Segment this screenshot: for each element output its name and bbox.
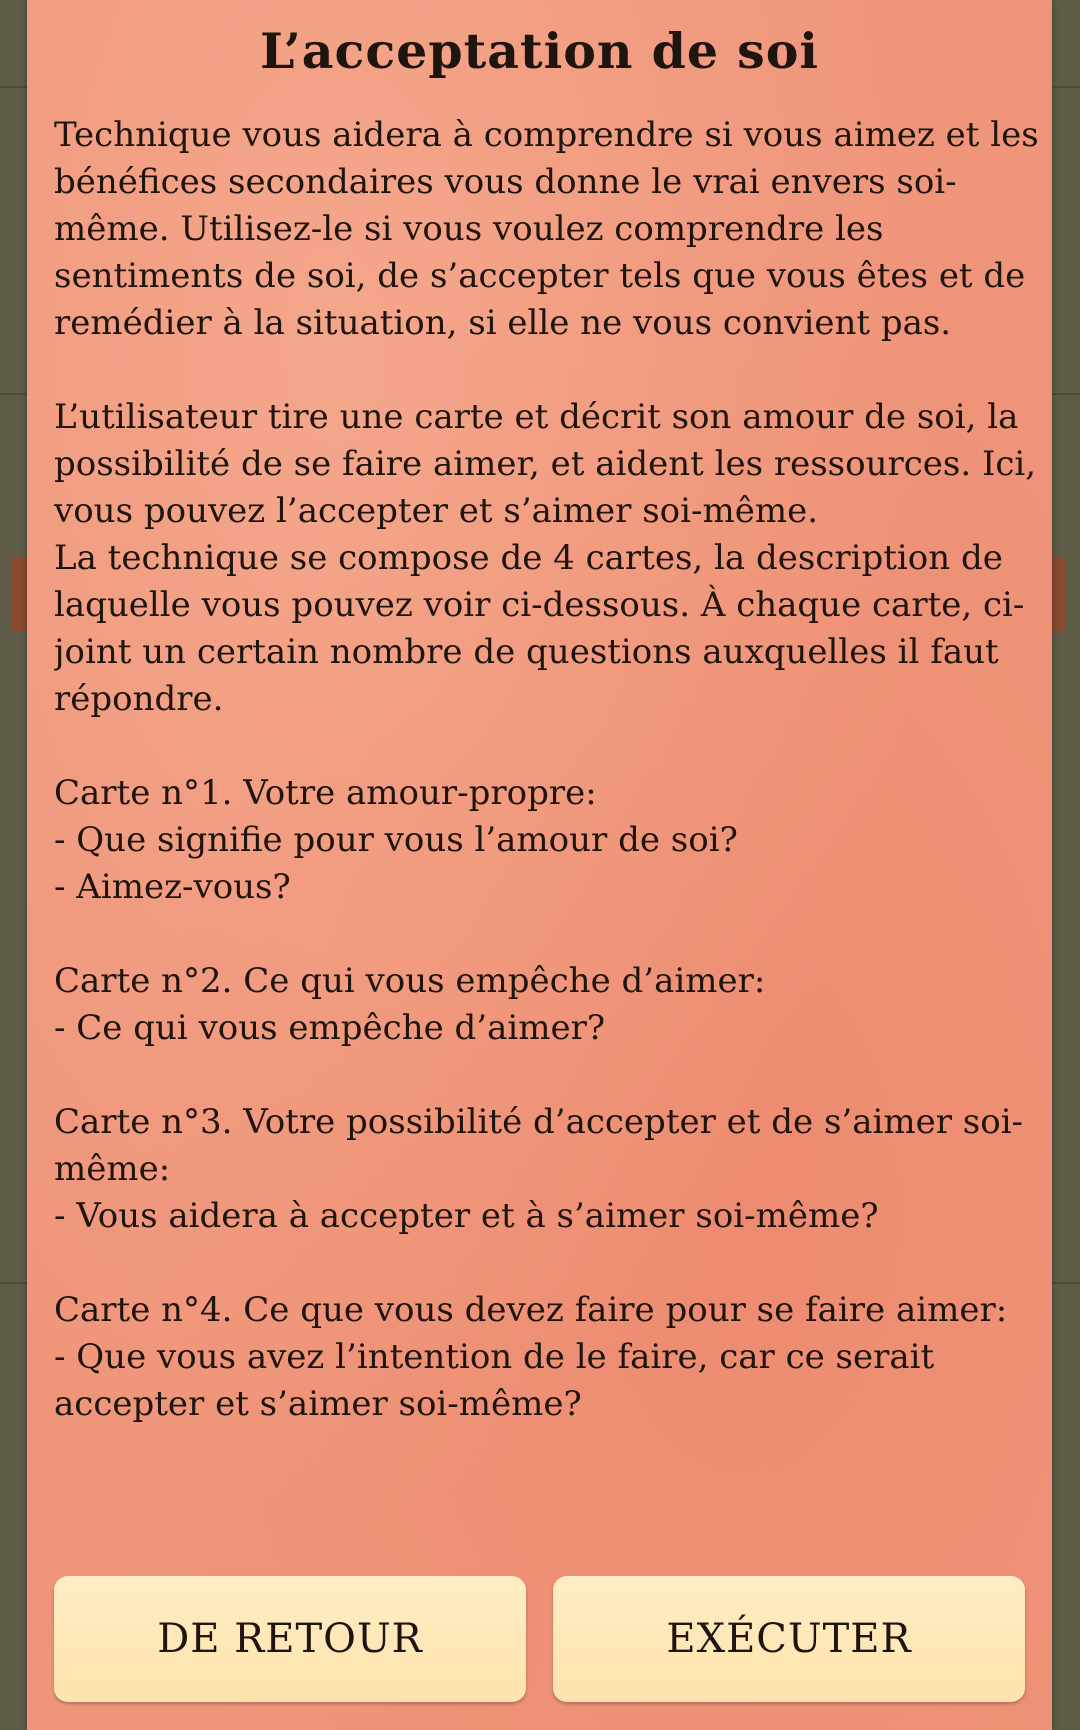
card-1-description: Carte n°1. Votre amour-propre: - Que signifie pour vous l’amour de soi? - Aimez-vous? xyxy=(54,773,738,907)
dialog-title: L’acceptation de soi xyxy=(260,22,819,80)
background-divider xyxy=(1052,393,1080,395)
background-divider xyxy=(1052,86,1080,88)
background-tab xyxy=(12,558,27,632)
technique-dialog xyxy=(27,0,1052,1730)
description-scroll-area[interactable] xyxy=(54,112,1044,1562)
card-3-description: Carte n°3. Votre possibilité d’accepter et de s’aimer soi-même: - Vous aidera à accepter et à s’aimer soi-même? xyxy=(54,1102,1024,1236)
dialog-button-bar xyxy=(54,1576,1025,1702)
card-2-description: Carte n°2. Ce qui vous empêche d’aimer: - Ce qui vous empêche d’aimer? xyxy=(54,961,766,1048)
back-button[interactable]: DE RETOUR xyxy=(54,1576,526,1702)
background-divider xyxy=(0,393,27,395)
background-divider xyxy=(1052,1282,1080,1284)
background-divider xyxy=(0,86,27,88)
execute-button[interactable]: EXÉCUTER xyxy=(553,1576,1025,1702)
background-divider xyxy=(0,1282,27,1284)
card-4-description: Carte n°4. Ce que vous devez faire pour se faire aimer: - Que vous avez l’intention de le faire, car ce serait accepter et s’aimer soi-même? xyxy=(54,1290,1008,1424)
usage-paragraph: L’utilisateur tire une carte et décrit son amour de soi, la possibilité de se faire aimer, et aident les ressources. Ici, vous pouvez l’accepter et s’aimer soi-même. La technique se compose de 4 cartes, la description de laquelle vous pouvez voir ci-dessous. À chaque carte, ci-joint un certain nombre de questions auxquelles il faut répondre. xyxy=(54,397,1037,719)
intro-paragraph: Technique vous aidera à comprendre si vous aimez et les bénéfices secondaires vous donne le vrai envers soi-même. Utilisez-le si vous voulez comprendre les sentiments de soi, de s’accepter tels que vous êtes et de remédier à la situation, si elle ne vous convient pas. xyxy=(54,115,1039,343)
background-tab xyxy=(1052,558,1066,632)
